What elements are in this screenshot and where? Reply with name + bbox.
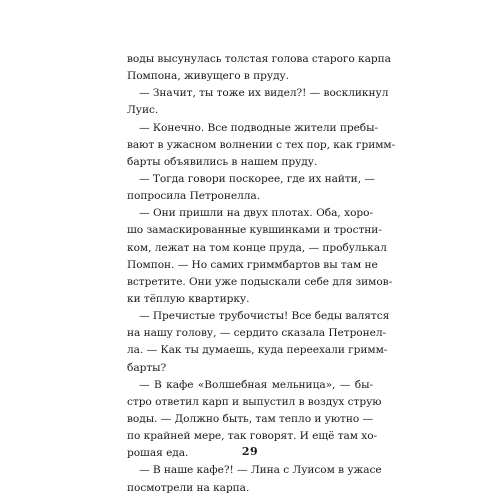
text-line: воды высунулась толстая голова старого карпа: [127, 53, 391, 65]
text-line: — Конечно. Все подводные жители пребы-: [139, 121, 379, 134]
text-line: — Тогда говори поскорее, где их найти, —: [139, 172, 375, 185]
text-line: стро ответил карп и выпустил в воздух струю: [127, 395, 382, 408]
text-line: попросила Петронелла.: [127, 190, 261, 203]
text-line: ком, лежат на том конце пруда, — пробулькал: [127, 241, 387, 254]
text-line: барты?: [127, 361, 167, 374]
text-line: рошая еда.: [127, 447, 189, 460]
text-line: — Значит, ты тоже их видел?! — воскликнул: [139, 87, 389, 100]
text-line: вают в ужасном волнении с тех пор, как гримм-: [127, 138, 396, 151]
text-line: посмотрели на карпа.: [127, 481, 250, 494]
text-line: — В наше кафе?! — Лина с Луисом в ужасе: [139, 464, 382, 477]
text-line: ла. — Как ты думаешь, куда переехали гримм-: [127, 344, 388, 357]
text-line: встретите. Они уже подыскали себе для зимов-: [127, 275, 393, 288]
text-line: на нашу голову, — сердито сказала Петронел-: [127, 327, 387, 340]
text-line: по крайней мере, так говорят. И ещё там хо-: [127, 430, 378, 443]
text-line: шо замаскированные кувшинками и тростни-: [127, 224, 382, 237]
text-line: барты объявились в нашем пруду.: [127, 155, 318, 168]
text-line: — Они пришли на двух плотах. Оба, хоро-: [139, 207, 373, 220]
body-text: [127, 51, 396, 497]
text-line: — В кафе «Волшебная мельница», — бы-: [139, 378, 373, 391]
text-line: Помпона, живущего в пруду.: [127, 70, 290, 83]
page-number: 29: [241, 445, 259, 458]
text-line: ки тёплую квартирку.: [127, 292, 250, 305]
text-line: Луис.: [127, 104, 159, 117]
text-line: воды. — Должно быть, там тепло и уютно —: [127, 412, 374, 425]
text-line: Помпон. — Но самих гриммбартов вы там не: [127, 258, 378, 271]
text-line: — Пречистые трубочисты! Все беды валятся: [139, 310, 390, 323]
